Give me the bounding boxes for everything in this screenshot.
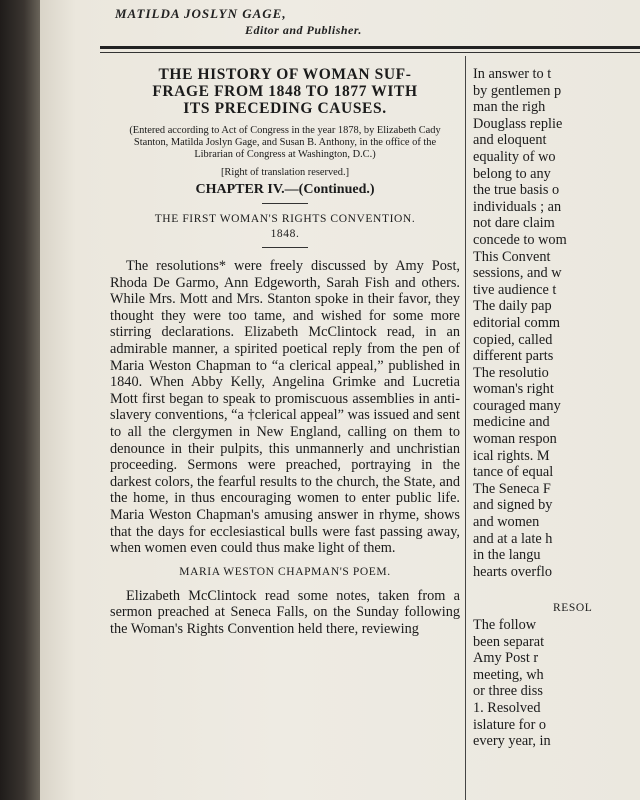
short-rule-2 (262, 247, 308, 248)
section-title: THE FIRST WOMAN'S RIGHTS CONVENTION. (154, 213, 416, 225)
side-column-line: in the langu (473, 547, 541, 564)
side-column-line: The daily pap (473, 298, 552, 315)
side-column (473, 66, 640, 750)
column-divider (465, 56, 466, 800)
side-gap (473, 580, 640, 600)
side-column-lines-b (473, 617, 640, 750)
publisher-name: MATILDA JOSLYN GAGE, (115, 6, 287, 21)
side-column-line: 1. Resolved (473, 699, 541, 716)
side-column-line: every year, in (473, 733, 551, 750)
article-paragraph-2: Elizabeth McClintock read some notes, taken from a sermon preached at Seneca Falls, on the Sunday following the Woman's Rights Convention held there, reviewing (110, 587, 460, 637)
main-column (110, 66, 460, 637)
masthead (115, 6, 362, 38)
translation-notice: [Right of translation reserved.] (220, 167, 350, 178)
section-heading (110, 212, 460, 242)
side-column-line: concede to wom (473, 231, 567, 248)
side-column-line: and eloquent (473, 132, 547, 149)
side-column-line: The resolutio (473, 364, 549, 381)
poem-heading: MARIA WESTON CHAPMAN'S POEM. (179, 565, 391, 578)
side-column-line: editorial comm (473, 314, 560, 331)
side-column-line: couraged many (473, 397, 561, 414)
side-column-line: tive audience t (473, 281, 557, 298)
side-column-line: In answer to t (473, 66, 552, 82)
side-column-line: woman's right (473, 381, 554, 398)
title-line-1: THE HISTORY OF WOMAN SUF- (158, 66, 412, 83)
side-column-line: hearts overflo (473, 563, 552, 580)
side-column-line: been separat (473, 633, 545, 650)
side-column-line: The Seneca F (473, 480, 551, 497)
article-title (110, 66, 460, 117)
side-column-line: copied, called (473, 331, 553, 348)
copyright-notice: (Entered according to Act of Congress in the year 1878, by Elizabeth Cady Stanton, Matilda Joslyn Gage, and Susan B. Anthony, in the office of the Librarian of Congress at Washington, D.C.) (129, 125, 441, 160)
side-column-line: the true basis o (473, 182, 560, 199)
side-column-line: or three diss (473, 683, 543, 700)
side-column-line: meeting, wh (473, 666, 544, 683)
masthead-rule-thin (100, 52, 640, 53)
publisher-role: Editor and Publisher. (245, 23, 362, 37)
side-column-line: by gentlemen p (473, 82, 562, 99)
title-line-2: FRAGE FROM 1848 TO 1877 WITH (152, 83, 418, 100)
section-year: 1848. (270, 228, 300, 240)
side-column-line: islature for o (473, 716, 547, 733)
title-line-3: ITS PRECEDING CAUSES. (183, 100, 387, 117)
side-column-line: man the righ (473, 99, 546, 116)
side-column-line: Amy Post r (473, 650, 539, 667)
side-column-line: medicine and (473, 414, 550, 431)
side-column-line: equality of wo (473, 148, 556, 165)
side-column-line: tance of equal (473, 464, 554, 481)
binding-spine (0, 0, 40, 800)
side-column-line: Douglass replie (473, 115, 563, 132)
side-column-line: and at a late h (473, 530, 553, 547)
side-column-line: belong to any (473, 165, 551, 182)
side-column-line: not dare claim (473, 215, 555, 232)
side-column-line: sessions, and w (473, 265, 562, 282)
short-rule (262, 203, 308, 204)
side-column-line: ical rights. M (473, 447, 550, 464)
masthead-rule-thick (100, 46, 640, 49)
side-column-line: The follow (473, 617, 537, 633)
chapter-heading: CHAPTER IV.—(Continued.) (195, 182, 375, 197)
side-column-line: This Convent (473, 248, 551, 265)
side-column-line: different parts (473, 348, 554, 365)
side-column-lines-a (473, 66, 640, 580)
side-column-line: woman respon (473, 431, 557, 448)
side-column-line: individuals ; an (473, 198, 562, 215)
article-paragraph-1: The resolutions* were freely discussed by Amy Post, Rhoda De Garmo, Ann Edgeworth, Sarah Fish and others. While Mrs. Mott and Mrs. Stanton spoke in their favor, they thought they were too tame, and wished for some more stirring declarations. Elizabeth McClintock read, in an admirable manner, a spirited poetical reply from the pen of Maria Weston Chapman to “a clerical appeal,” published in 1840. When Abby Kelly, Angelina Grimke and Lucretia Mott first began to speak to promiscuous assemblies in anti-slavery conventions, “a †clerical appeal” was issued and sent to all the clergymen in New England, calling on them to denounce in their pulpits, this unmannerly and unchristian proceeding. Sermons were preached, portraying in the darkest colors, the fearful results to the church, the State, and the home, in thus encouraging women to enter public life. Maria Weston Chapman's amusing answer in rhyme, shows that the days for ecclesiastical bulls were fast passing away, when women even could thus make light of them. (110, 258, 460, 557)
side-column-line: and signed by (473, 497, 553, 514)
resolutions-heading: RESOL (553, 602, 593, 615)
side-column-line: and women (473, 514, 540, 531)
